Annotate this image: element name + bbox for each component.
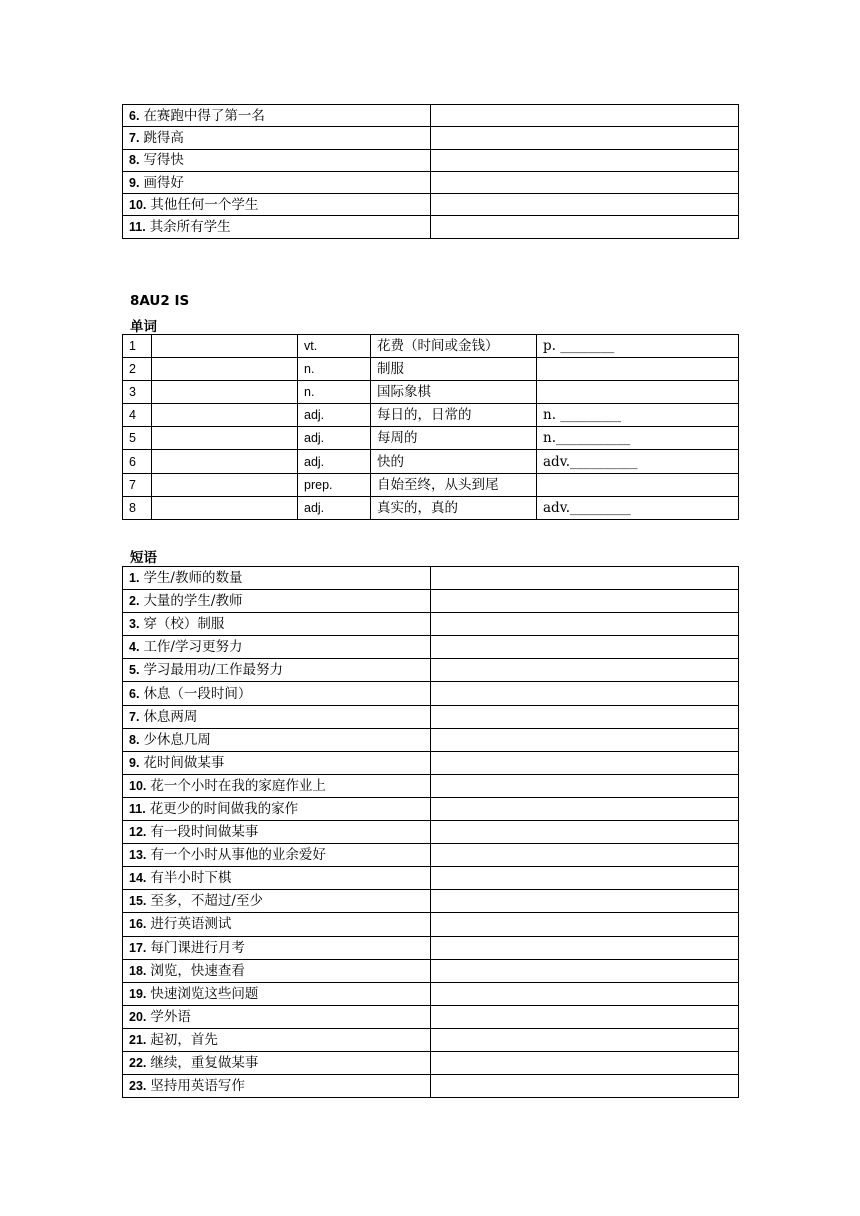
word-derived-form[interactable]: n. _________ <box>537 404 739 427</box>
phrase-answer-cell[interactable] <box>431 774 739 797</box>
phrase-row <box>123 194 739 216</box>
phrase-answer-cell[interactable] <box>431 636 739 659</box>
phrase-chinese-cell <box>123 659 431 682</box>
word-row <box>123 450 739 473</box>
phrase-chinese-cell <box>123 216 431 238</box>
words-table <box>122 334 739 520</box>
word-part-of-speech: n. <box>298 358 371 381</box>
phrase-answer-cell[interactable] <box>431 797 739 820</box>
phrase-chinese: 学外语 <box>150 1008 191 1025</box>
word-chinese-meaning: 国际象棋 <box>371 381 537 404</box>
phrase-row <box>123 590 739 613</box>
word-row <box>123 496 739 519</box>
phrase-number: 1. <box>129 571 140 586</box>
word-answer-cell[interactable] <box>152 473 298 496</box>
phrase-chinese-cell <box>123 959 431 982</box>
phrase-row <box>123 774 739 797</box>
phrase-chinese: 有一个小时从事他的业余爱好 <box>150 847 326 864</box>
phrase-chinese: 花时间做某事 <box>143 754 225 771</box>
phrase-number: 11. <box>129 220 146 235</box>
phrase-row <box>123 936 739 959</box>
phrase-chinese-cell <box>123 728 431 751</box>
phrase-chinese-cell <box>123 590 431 613</box>
phrase-chinese: 至多，不超过/至少 <box>150 893 263 910</box>
phrase-chinese: 画得好 <box>143 174 184 191</box>
word-chinese-meaning: 自始至终，从头到尾 <box>371 473 537 496</box>
phrase-number: 16. <box>129 917 147 932</box>
phrase-chinese: 少休息几周 <box>143 731 211 748</box>
phrase-number: 2. <box>129 594 140 609</box>
phrase-row <box>123 705 739 728</box>
phrase-row <box>123 567 739 590</box>
phrase-chinese-cell <box>123 1028 431 1051</box>
phrase-answer-cell[interactable] <box>431 705 739 728</box>
phrase-chinese: 写得快 <box>143 152 184 169</box>
word-derived-form[interactable] <box>537 381 739 404</box>
phrase-row <box>123 982 739 1005</box>
phrase-row <box>123 751 739 774</box>
word-answer-cell[interactable] <box>152 496 298 519</box>
phrase-chinese: 快速浏览这些问题 <box>150 985 259 1002</box>
phrase-chinese: 其余所有学生 <box>149 219 231 236</box>
phrase-number: 22. <box>129 1056 147 1071</box>
phrase-number: 20. <box>129 1009 147 1024</box>
phrase-answer-cell[interactable] <box>431 127 739 149</box>
phrase-chinese-cell <box>123 821 431 844</box>
phrase-number: 10. <box>129 778 147 793</box>
phrases-table <box>122 566 739 1098</box>
phrase-chinese-cell <box>123 797 431 820</box>
phrases-table-continued <box>122 104 739 239</box>
word-part-of-speech: adj. <box>298 427 371 450</box>
phrase-number: 5. <box>129 663 140 678</box>
phrase-row <box>123 959 739 982</box>
phrase-answer-cell[interactable] <box>431 867 739 890</box>
phrase-chinese-cell <box>123 127 431 149</box>
word-row <box>123 427 739 450</box>
word-answer-cell[interactable] <box>152 358 298 381</box>
phrase-number: 4. <box>129 640 140 655</box>
word-part-of-speech: vt. <box>298 335 371 358</box>
phrase-number: 19. <box>129 986 147 1001</box>
phrase-answer-cell[interactable] <box>431 821 739 844</box>
phrase-number: 17. <box>129 940 147 955</box>
phrase-chinese: 在赛跑中得了第一名 <box>143 107 265 124</box>
word-answer-cell[interactable] <box>152 450 298 473</box>
word-row <box>123 335 739 358</box>
phrase-chinese-cell <box>123 682 431 705</box>
phrase-chinese: 花更少的时间做我的家作 <box>149 800 299 817</box>
word-number: 4 <box>123 404 152 427</box>
phrase-row <box>123 127 739 149</box>
phrase-number: 6. <box>129 108 140 123</box>
phrase-number: 23. <box>129 1079 147 1094</box>
phrase-answer-cell[interactable] <box>431 959 739 982</box>
word-number: 5 <box>123 427 152 450</box>
phrase-answer-cell[interactable] <box>431 216 739 238</box>
phrase-answer-cell[interactable] <box>431 659 739 682</box>
word-chinese-meaning: 快的 <box>371 450 537 473</box>
word-part-of-speech: adj. <box>298 404 371 427</box>
phrase-answer-cell[interactable] <box>431 728 739 751</box>
word-derived-form[interactable] <box>537 358 739 381</box>
word-chinese-meaning: 真实的，真的 <box>371 496 537 519</box>
phrase-number: 10. <box>129 197 147 212</box>
phrase-row <box>123 105 739 127</box>
word-row <box>123 473 739 496</box>
phrase-chinese-cell <box>123 567 431 590</box>
phrase-number: 21. <box>129 1032 147 1047</box>
phrase-chinese: 穿（校）制服 <box>143 616 225 633</box>
word-row <box>123 404 739 427</box>
phrase-row <box>123 728 739 751</box>
phrase-row <box>123 1005 739 1028</box>
phrase-answer-cell[interactable] <box>431 1051 739 1074</box>
phrase-chinese-cell <box>123 613 431 636</box>
phrase-number: 18. <box>129 963 147 978</box>
phrase-number: 8. <box>129 153 140 168</box>
phrase-chinese: 工作/学习更努力 <box>143 639 243 656</box>
phrase-answer-cell[interactable] <box>431 751 739 774</box>
phrase-chinese: 花一个小时在我的家庭作业上 <box>150 777 326 794</box>
phrase-row <box>123 867 739 890</box>
phrase-answer-cell[interactable] <box>431 1005 739 1028</box>
phrase-number: 11. <box>129 801 146 816</box>
words-body <box>123 335 739 520</box>
word-number: 2 <box>123 358 152 381</box>
phrase-chinese: 坚持用英语写作 <box>150 1078 245 1095</box>
phrase-row <box>123 1028 739 1051</box>
phrase-number: 9. <box>129 175 140 190</box>
phrase-chinese: 大量的学生/教师 <box>143 593 243 610</box>
word-chinese-meaning: 每日的，日常的 <box>371 404 537 427</box>
phrase-chinese: 每门课进行月考 <box>150 939 245 956</box>
phrase-answer-cell[interactable] <box>431 844 739 867</box>
phrase-chinese-cell <box>123 705 431 728</box>
word-answer-cell[interactable] <box>152 381 298 404</box>
word-answer-cell[interactable] <box>152 427 298 450</box>
phrase-row <box>123 659 739 682</box>
phrase-row <box>123 1051 739 1074</box>
phrase-answer-cell[interactable] <box>431 567 739 590</box>
phrase-chinese: 学习最用功/工作最努力 <box>143 662 283 679</box>
phrase-row <box>123 797 739 820</box>
phrase-number: 6. <box>129 686 140 701</box>
phrase-number: 7. <box>129 709 140 724</box>
word-part-of-speech: prep. <box>298 473 371 496</box>
word-part-of-speech: adj. <box>298 496 371 519</box>
phrase-answer-cell[interactable] <box>431 890 739 913</box>
word-answer-cell[interactable] <box>152 335 298 358</box>
phrase-row <box>123 821 739 844</box>
phrase-chinese: 有半小时下棋 <box>150 870 232 887</box>
phrase-number: 12. <box>129 825 147 840</box>
phrase-answer-cell[interactable] <box>431 682 739 705</box>
phrases-top-body <box>123 105 739 239</box>
phrase-number: 14. <box>129 871 147 886</box>
phrase-number: 3. <box>129 617 140 632</box>
phrase-chinese-cell <box>123 867 431 890</box>
word-part-of-speech: adj. <box>298 450 371 473</box>
phrase-chinese-cell <box>123 982 431 1005</box>
phrase-number: 9. <box>129 755 140 770</box>
word-number: 6 <box>123 450 152 473</box>
phrase-chinese: 进行英语测试 <box>150 916 232 933</box>
unit-title: 8AU2 IS <box>130 293 190 309</box>
phrase-chinese-cell <box>123 194 431 216</box>
word-part-of-speech: n. <box>298 381 371 404</box>
phrase-row <box>123 1075 739 1098</box>
phrase-chinese: 休息（一段时间） <box>143 685 252 702</box>
phrase-answer-cell[interactable] <box>431 1028 739 1051</box>
word-row <box>123 381 739 404</box>
phrase-number: 7. <box>129 130 140 145</box>
phrase-chinese: 浏览，快速查看 <box>150 962 245 979</box>
word-number: 1 <box>123 335 152 358</box>
phrase-chinese: 继续，重复做某事 <box>150 1055 259 1072</box>
phrase-answer-cell[interactable] <box>431 105 739 127</box>
phrase-chinese: 学生/教师的数量 <box>143 570 243 587</box>
phrase-answer-cell[interactable] <box>431 149 739 171</box>
phrase-chinese-cell <box>123 105 431 127</box>
phrase-chinese-cell <box>123 636 431 659</box>
phrase-row <box>123 682 739 705</box>
phrase-row <box>123 216 739 238</box>
phrase-chinese-cell <box>123 913 431 936</box>
phrase-row <box>123 149 739 171</box>
word-derived-form[interactable]: adv.__________ <box>537 450 739 473</box>
word-answer-cell[interactable] <box>152 404 298 427</box>
word-chinese-meaning: 每周的 <box>371 427 537 450</box>
phrase-chinese-cell <box>123 936 431 959</box>
word-chinese-meaning: 制服 <box>371 358 537 381</box>
phrase-answer-cell[interactable] <box>431 982 739 1005</box>
phrase-chinese-cell <box>123 171 431 193</box>
word-chinese-meaning: 花费（时间或金钱） <box>371 335 537 358</box>
phrase-row <box>123 171 739 193</box>
word-row <box>123 358 739 381</box>
phrase-answer-cell[interactable] <box>431 171 739 193</box>
phrase-row <box>123 636 739 659</box>
phrase-chinese-cell <box>123 1051 431 1074</box>
phrase-number: 8. <box>129 732 140 747</box>
phrase-chinese: 休息两周 <box>143 708 198 725</box>
word-derived-form[interactable]: p. ________ <box>537 335 739 358</box>
phrase-chinese-cell <box>123 751 431 774</box>
phrase-answer-cell[interactable] <box>431 590 739 613</box>
phrase-chinese: 起初，首先 <box>150 1031 218 1048</box>
phrase-chinese-cell <box>123 1075 431 1098</box>
phrase-answer-cell[interactable] <box>431 913 739 936</box>
phrase-number: 15. <box>129 894 147 909</box>
phrases-body <box>123 567 739 1098</box>
word-derived-form[interactable]: n.___________ <box>537 427 739 450</box>
phrase-chinese-cell <box>123 844 431 867</box>
phrase-row <box>123 613 739 636</box>
phrase-answer-cell[interactable] <box>431 1075 739 1098</box>
phrase-answer-cell[interactable] <box>431 936 739 959</box>
word-number: 3 <box>123 381 152 404</box>
phrase-answer-cell[interactable] <box>431 194 739 216</box>
phrase-chinese-cell <box>123 1005 431 1028</box>
phrases-section-title: 短语 <box>130 550 157 566</box>
phrase-number: 13. <box>129 848 147 863</box>
phrase-chinese: 有一段时间做某事 <box>150 824 259 841</box>
word-derived-form[interactable] <box>537 473 739 496</box>
words-section-title: 单词 <box>130 319 157 335</box>
word-number: 8 <box>123 496 152 519</box>
phrase-chinese: 其他任何一个学生 <box>150 196 259 213</box>
word-number: 7 <box>123 473 152 496</box>
phrase-chinese: 跳得高 <box>143 129 184 146</box>
phrase-chinese-cell <box>123 890 431 913</box>
phrase-chinese-cell <box>123 774 431 797</box>
phrase-chinese-cell <box>123 149 431 171</box>
phrase-row <box>123 890 739 913</box>
phrase-row <box>123 913 739 936</box>
phrase-answer-cell[interactable] <box>431 613 739 636</box>
phrase-row <box>123 844 739 867</box>
word-derived-form[interactable]: adv._________ <box>537 496 739 519</box>
